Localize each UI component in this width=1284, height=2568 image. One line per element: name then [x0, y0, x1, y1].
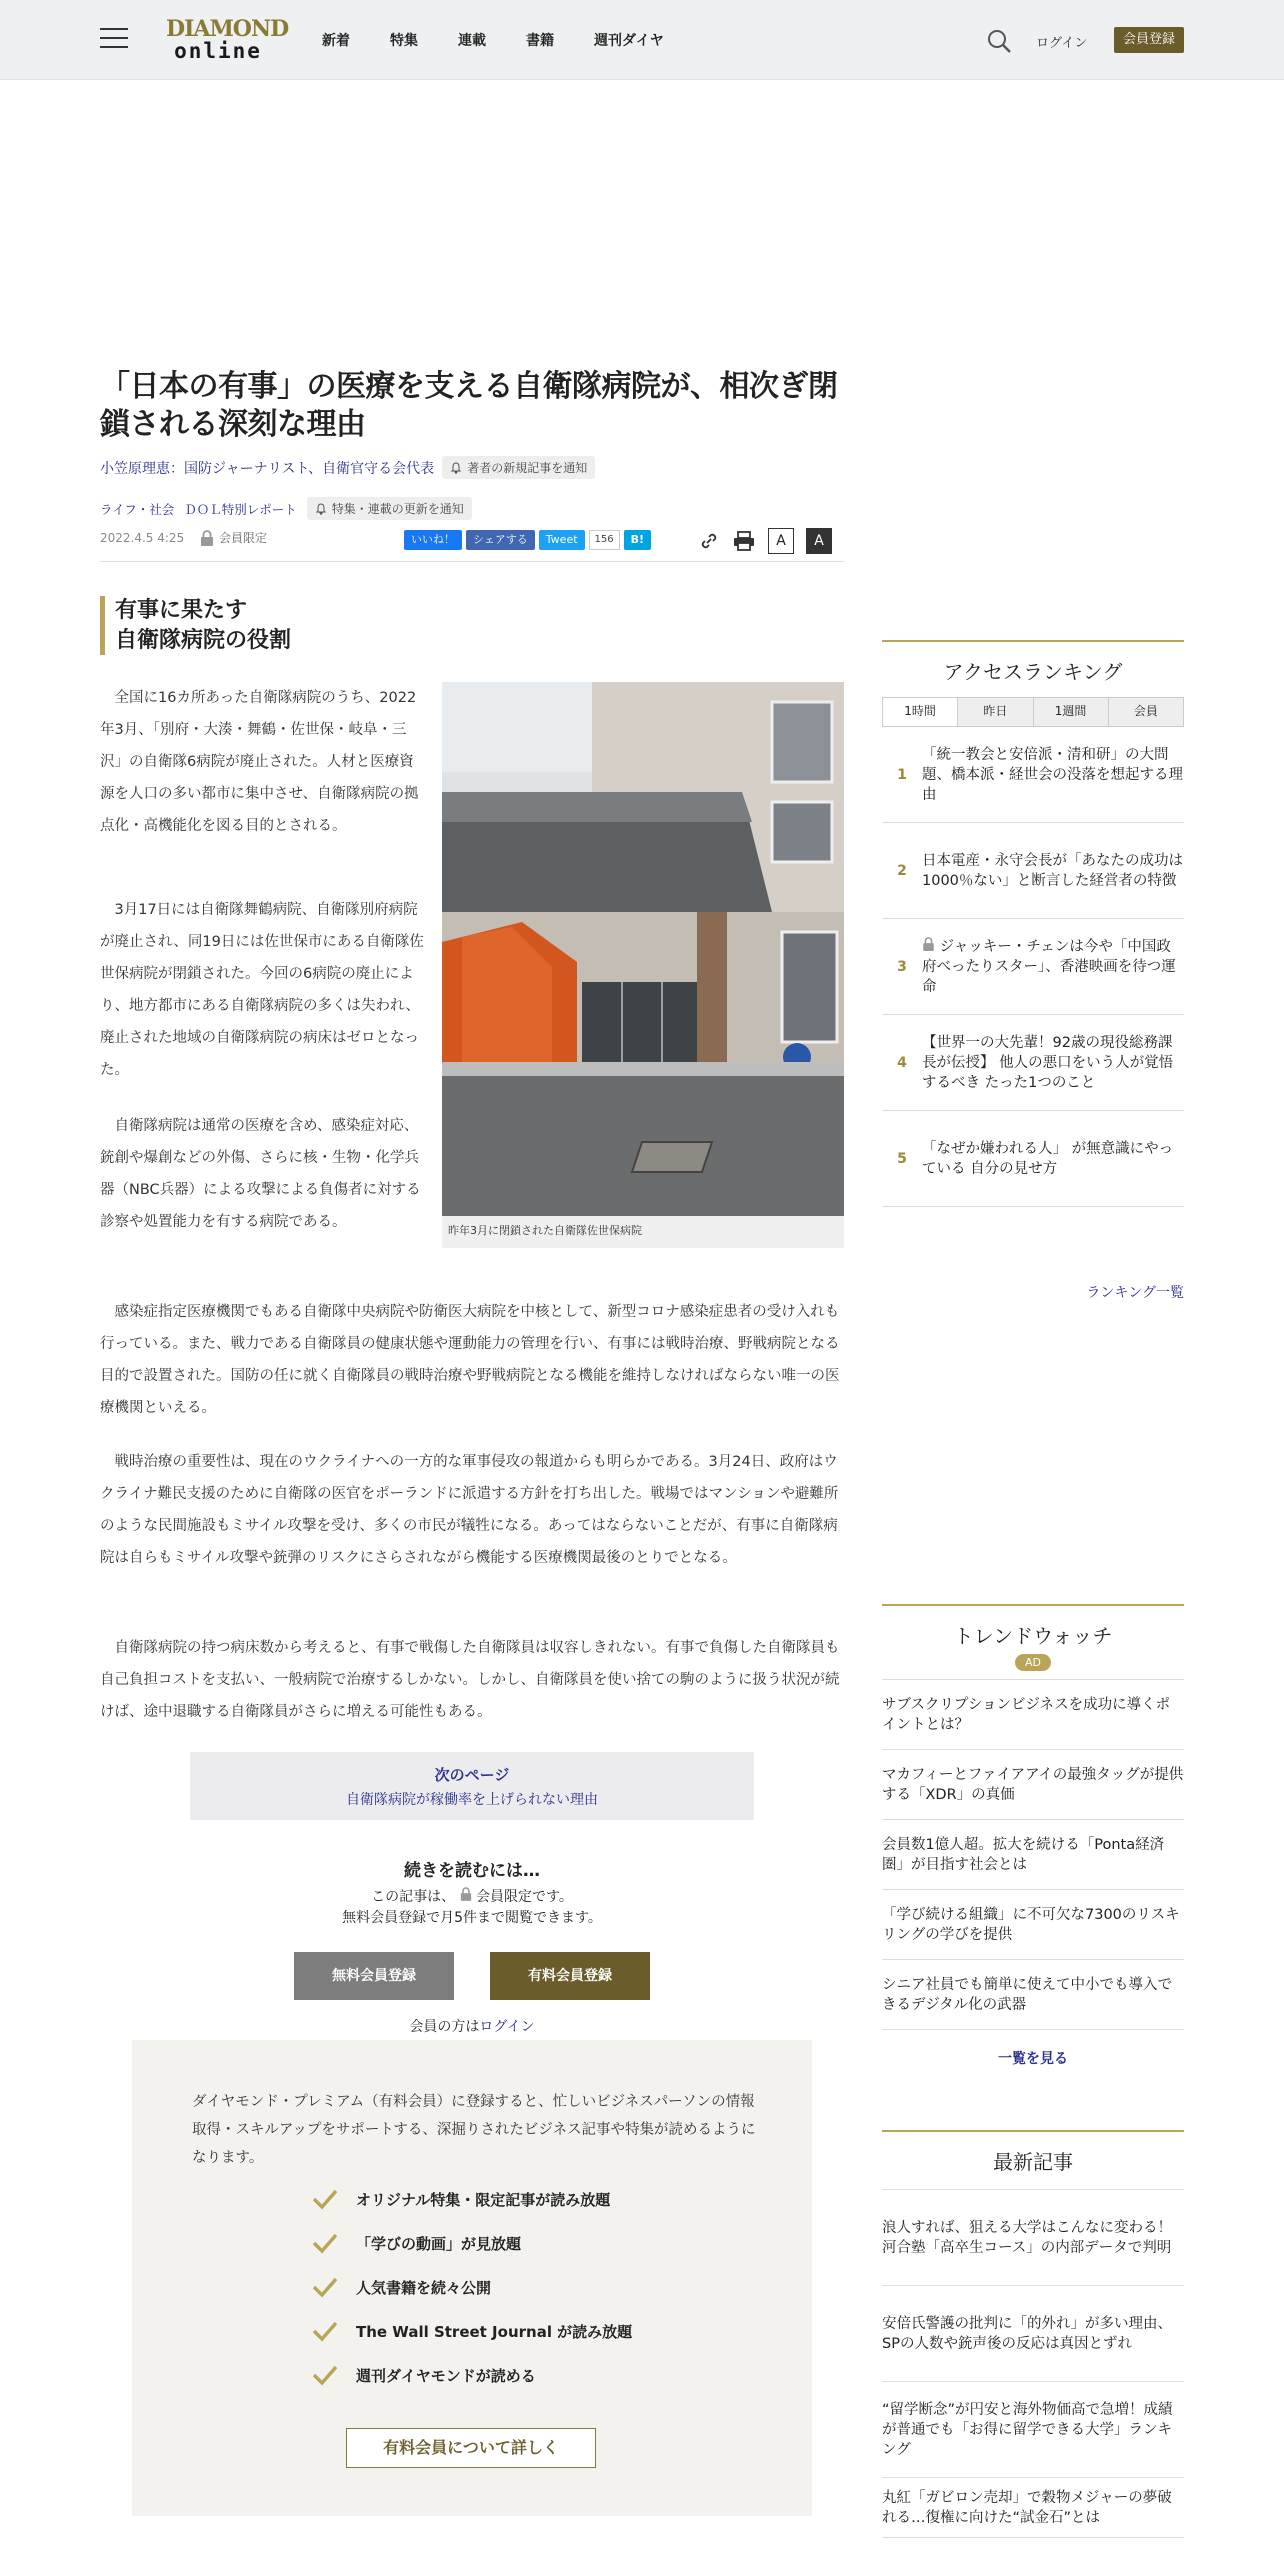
premium-feature-label: The Wall Street Journal が読み放題 — [356, 2322, 633, 2341]
member-login-link[interactable]: ログイン — [479, 2019, 535, 2035]
logo-line-2: online — [174, 39, 262, 63]
category-life[interactable]: ライフ・社会 — [100, 501, 175, 517]
article-tools — [698, 528, 832, 554]
premium-feature — [312, 2364, 536, 2386]
ranking-text-with-lock — [922, 937, 1184, 997]
trend-item[interactable]: サブスクリプションビジネスを成功に導くポイントとは？ — [882, 1680, 1184, 1750]
article-meta — [100, 526, 844, 554]
site-header — [0, 0, 1284, 80]
premium-feature — [312, 2276, 491, 2298]
article-paragraph: 3月17日には自衛隊舞鶴病院、自衛隊別府病院が廃止され、同19日には佐世保市にある自衛隊佐世保病院が閉鎖された。今回の6病院の廃止により、地方都市にある自衛隊病院の多くは失われ、廃止された地域の自衛隊病院の病床はゼロとなった。 — [100, 902, 424, 1078]
trend-ad-row — [882, 1651, 1184, 1671]
paywall-heading: 続きを読むには… — [404, 1861, 540, 1881]
check-icon — [312, 2232, 338, 2254]
article-photo — [442, 682, 844, 1248]
latest-item[interactable]: 丸紅「ガビロン売却」で穀物メジャーの夢破れる…復権に向けた“試金石”とは — [882, 2478, 1184, 2538]
ranking-item[interactable] — [882, 727, 1184, 823]
paywall-line1-pre: この記事は、 — [371, 1889, 456, 1905]
ranking-more-link[interactable]: ランキング一覧 — [1086, 1285, 1184, 1301]
ranking-text: ジャッキー・チェンは今や「中国政府べったりスター」、香港映画を待つ運命 — [922, 938, 1176, 995]
ranking-text: 日本電産・永守会長が「あなたの成功は1000％ない」と断言した経営者の特徴 — [922, 852, 1183, 889]
signup-button[interactable]: 会員登録 — [1114, 27, 1184, 53]
author-notify-label: 著者の新規記事を通知 — [467, 461, 588, 475]
share-buttons — [404, 530, 651, 550]
ranking-text: 【世界一の大先輩！92歳の現役総務課長が伝授】 他人の悪口をいう人が覚悟するべき たった1つのこと — [922, 1034, 1174, 1091]
hatena-count: 156 — [589, 530, 620, 550]
font-size-large-button[interactable]: A — [806, 528, 832, 554]
category-dol-report[interactable]: ＤＯＬ特別レポート — [184, 501, 297, 517]
search-icon[interactable] — [986, 28, 1012, 54]
category-row — [100, 497, 472, 520]
photo-caption: 昨年3月に閉鎖された自衛隊佐世保病院 — [448, 1224, 642, 1237]
ranking-item[interactable] — [882, 919, 1184, 1015]
latest-item[interactable]: 安倍氏警護の批判に「的外れ」が多い理由、SPの人数や銃声後の反応は真因とずれ — [882, 2286, 1184, 2382]
paywall-line2: 無料会員登録で月5件まで閲覧できます。 — [342, 1910, 602, 1926]
trend-watch — [882, 1604, 1184, 2030]
member-login-prefix: 会員の方は — [409, 2019, 480, 2035]
ranking-number: 2 — [897, 862, 907, 879]
tab-members[interactable]: 会員 — [1109, 698, 1183, 726]
ranking-number: 1 — [897, 766, 907, 783]
series-notify-button[interactable] — [307, 497, 472, 520]
series-notify-label: 特集・連載の更新を通知 — [331, 502, 464, 516]
ranking-number: 3 — [897, 958, 907, 975]
bell-icon — [315, 503, 327, 515]
logo-line-1: DIAMOND — [166, 16, 289, 42]
tab-1week[interactable]: 1週間 — [1034, 698, 1109, 726]
font-size-small-button[interactable]: A — [768, 528, 794, 554]
nav-new[interactable]: 新着 — [322, 33, 350, 49]
lock-icon — [922, 937, 935, 951]
lock-icon — [460, 1887, 472, 1901]
next-page-label: 次のページ — [434, 1766, 510, 1784]
trend-item[interactable]: 「学び続ける組織」に不可欠な7300のリスキリングの学びを提供 — [882, 1890, 1184, 1960]
nav-features[interactable]: 特集 — [390, 33, 418, 49]
ad-badge: AD — [1015, 1654, 1051, 1671]
hospital-photo-image — [442, 682, 844, 1216]
premium-intro: ダイヤモンド・プレミアム（有料会員）に登録すると、忙しいビジネスパーソンの情報取得・スキルアップをサポートする、深掘りされたビジネス記事や特集が読めるようになります。 — [192, 2094, 756, 2166]
facebook-like-button[interactable]: いいね！ — [404, 530, 462, 550]
trend-title: トレンドウォッチ — [953, 1624, 1113, 1648]
premium-feature-label: 人気書籍を続々公開 — [356, 2278, 492, 2297]
publish-date: 2022.4.5 4:25 — [100, 531, 185, 545]
check-icon — [312, 2188, 338, 2210]
article-paragraph: 自衛隊病院の持つ病床数から考えると、有事で戦傷した自衛隊員は収容しきれない。有事で負傷した自衛隊員も自己負担コストを支払い、一般病院で治療するしかない。しかし、自衛隊員を使い捨ての駒のように扱う状況が続けば、途中退職する自衛隊員がさらに増える可能性もある。 — [100, 1640, 840, 1720]
latest-item[interactable]: 浪人すれば、狙える大学はこんなに変わる！河合塾「高卒生コース」の内部データで判明 — [882, 2190, 1184, 2286]
paid-signup-button[interactable]: 有料会員登録 — [490, 1952, 650, 2000]
hatena-bookmark-button[interactable]: B! — [624, 530, 651, 550]
trend-item[interactable]: シニア社員でも簡単に使えて中小でも導入できるデジタル化の武器 — [882, 1960, 1184, 2030]
sidebar-rule — [882, 640, 1184, 642]
article-title: 「日本の有事」の医療を支える自衛隊病院が、相次ぎ閉鎖される深刻な理由 — [100, 369, 838, 442]
latest-title: 最新記事 — [993, 2150, 1073, 2174]
premium-feature — [312, 2232, 521, 2254]
nav-weekly[interactable]: 週刊ダイヤ — [594, 33, 664, 49]
print-icon[interactable] — [732, 530, 756, 552]
article-paragraph: 全国に16カ所あった自衛隊病院のうち、2022年3月、「別府・大湊・舞鶴・佐世保・岐阜・三沢」の自衛隊6病院が廃止された。人材と医療資源を人口の多い都市に集中させ、自衛隊病院の拠点化・高機能化を図る目的とされる。 — [100, 690, 419, 834]
menu-icon[interactable] — [100, 28, 128, 50]
paywall-line1-post: 会員限定です。 — [476, 1889, 573, 1905]
premium-feature-label: 週刊ダイヤモンドが読める — [356, 2366, 536, 2385]
sidebar-rule — [882, 1604, 1184, 1606]
latest-item[interactable]: “留学断念”が円安と海外物価高で急増！成績が普通でも「お得に留学できる大学」ランキング — [882, 2382, 1184, 2478]
login-link[interactable]: ログイン — [1036, 36, 1088, 51]
premium-feature — [312, 2320, 632, 2342]
trend-item[interactable]: マカフィーとファイアアイの最強タッグが提供する「XDR」の真価 — [882, 1750, 1184, 1820]
paywall-text — [190, 1887, 754, 1929]
article-paragraph: 自衛隊病院は通常の医療を含め、感染症対応、銃創や爆創などの外傷、さらに核・生物・化学兵器（NBC兵器）による攻撃による負傷者に対する診察や処置能力を有する病院である。 — [100, 1118, 421, 1230]
latest-articles — [882, 2130, 1184, 2538]
trend-more-link[interactable]: 一覧を見る — [998, 2051, 1068, 2067]
check-icon — [312, 2364, 338, 2386]
lock-icon — [200, 530, 214, 546]
ranking-number: 4 — [897, 1054, 907, 1071]
free-signup-button[interactable]: 無料会員登録 — [294, 1952, 454, 2000]
member-login-line — [190, 2016, 754, 2036]
trend-item[interactable]: 会員数1億人超。拡大を続ける「Ponta経済圏」が目指す社会とは — [882, 1820, 1184, 1890]
ranking-tabs — [882, 697, 1184, 727]
ranking-title: アクセスランキング — [943, 660, 1123, 684]
nav-series[interactable]: 連載 — [458, 33, 486, 49]
bell-icon — [450, 462, 462, 474]
ranking-text: 「統一教会と安倍派・清和研」の大問題、橋本派・経世会の没落を想起する理由 — [922, 746, 1183, 803]
divider — [100, 561, 844, 562]
ranking-item[interactable] — [882, 1015, 1184, 1111]
byline — [100, 456, 595, 479]
members-only-badge — [200, 529, 267, 546]
premium-feature-label: オリジナル特集・限定記事が読み放題 — [356, 2190, 611, 2209]
tweet-button[interactable]: Tweet — [539, 530, 585, 550]
premium-box — [132, 2040, 812, 2516]
ranking-text: 「なぜか嫌われる人」 が無意識にやっている 自分の見せ方 — [922, 1140, 1174, 1177]
next-page-title: 自衛隊病院が稼働率を上げられない理由 — [346, 1792, 598, 1808]
link-icon[interactable] — [698, 530, 720, 552]
section-heading-line-2: 自衛隊病院の役割 — [115, 627, 292, 653]
check-icon — [312, 2320, 338, 2342]
tab-yesterday[interactable]: 昨日 — [958, 698, 1033, 726]
ranking-number: 5 — [897, 1150, 907, 1167]
author-notify-button[interactable] — [442, 456, 595, 479]
author-link[interactable]: 小笠原理恵：国防ジャーナリスト、自衛官守る会代表 — [100, 460, 435, 477]
section-heading — [100, 596, 291, 655]
premium-feature-label: 「学びの動画」が見放題 — [356, 2234, 522, 2253]
nav-books[interactable]: 書籍 — [526, 33, 554, 49]
article-paragraph: 戦時治療の重要性は、現在のウクライナへの一方的な軍事侵攻の報道からも明らかである。3月24日、政府はウクライナ難民支援のために自衛隊の医官をポーランドに派遣する方針を打ち出した。戦場ではマンションや避難所のような民間施設もミサイル攻撃を受け、多くの市民が犠牲になる。あってはならないことだが、有事に自衛隊病院は自らもミサイル攻撃や銃弾のリスクにさらされながら機能する医療機関最後のとりでとなる。 — [100, 1454, 839, 1566]
ranking-item[interactable] — [882, 1111, 1184, 1207]
next-page-link[interactable] — [190, 1752, 754, 1820]
ranking-item[interactable] — [882, 823, 1184, 919]
site-logo[interactable] — [166, 16, 289, 63]
global-nav — [322, 30, 664, 50]
members-only-label: 会員限定 — [219, 531, 268, 545]
tab-1hour[interactable]: 1時間 — [883, 698, 958, 726]
facebook-share-button[interactable]: シェアする — [466, 530, 535, 550]
access-ranking — [882, 640, 1184, 1207]
premium-feature — [312, 2188, 610, 2210]
sidebar-rule — [882, 2130, 1184, 2132]
article-paragraph: 感染症指定医療機関でもある自衛隊中央病院や防衛医大病院を中核として、新型コロナ感染症患者の受け入れも行っている。また、戦力である自衛隊員の健康状態や運動能力の管理を行い、有事には戦時治療、野戦病院となる目的で設置された。国防の任に就く自衛隊員の戦時治療や野戦病院となる機能を維持しなければならない唯一の医療機関といえる。 — [100, 1304, 840, 1416]
section-heading-line-1: 有事に果たす — [115, 598, 248, 623]
premium-details-button[interactable]: 有料会員について詳しく — [346, 2428, 596, 2468]
check-icon — [312, 2276, 338, 2298]
paywall-message — [190, 1856, 754, 1929]
